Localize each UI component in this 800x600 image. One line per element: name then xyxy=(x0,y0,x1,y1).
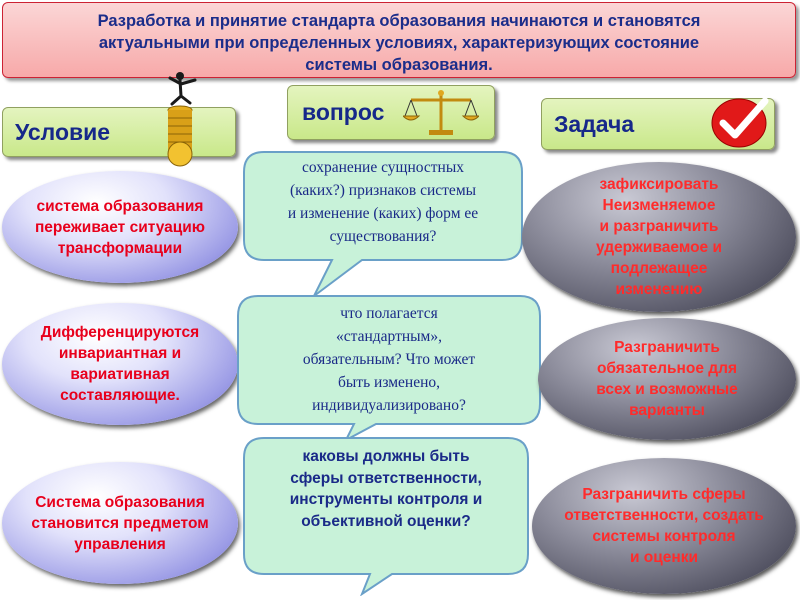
question-bubble-3 xyxy=(242,436,530,596)
question-header-label: вопрос xyxy=(302,99,385,125)
page-title: Разработка и принятие стандарта образования начинаются и становятся актуальными при определенных условиях, характеризующих состояние системы образования. xyxy=(97,12,701,74)
task-ellipse-1: зафиксировать Неизменяемое и разграничить удерживаемое и подлежащее изменению xyxy=(522,162,796,312)
condition-header-label: Условие xyxy=(15,119,111,145)
checkmark-icon xyxy=(707,93,773,151)
question-text-1: сохранение сущностных (каких?) признаков системы и изменение (каких) форм ее существования? xyxy=(287,159,479,245)
task-ellipse-2: Разграничить обязательное для всех и возможные варианты xyxy=(538,318,796,440)
coin-stack-figure-icon xyxy=(150,70,210,170)
condition-ellipse-3: Система образования становится предметом управления xyxy=(2,462,238,584)
question-text-2: что полагается «стандартным», обязательным? Что может быть изменено, индивидуализировано? xyxy=(302,305,476,414)
scales-icon xyxy=(403,88,479,136)
question-text-3: каковы должны быть сферы ответственности, инструменты контроля и объективной оценки? xyxy=(289,448,483,530)
question-bubble-1 xyxy=(242,150,524,298)
task-header-label: Задача xyxy=(554,111,635,137)
condition-ellipse-1: система образования переживает ситуацию трансформации xyxy=(2,171,238,283)
condition-ellipse-2: Дифференцируются инвариантная и вариативная составляющие. xyxy=(2,303,238,425)
question-bubble-2 xyxy=(236,294,542,442)
title-banner xyxy=(2,2,796,78)
task-ellipse-3: Разграничить сферы ответственности, создать системы контроля и оценки xyxy=(532,458,796,594)
